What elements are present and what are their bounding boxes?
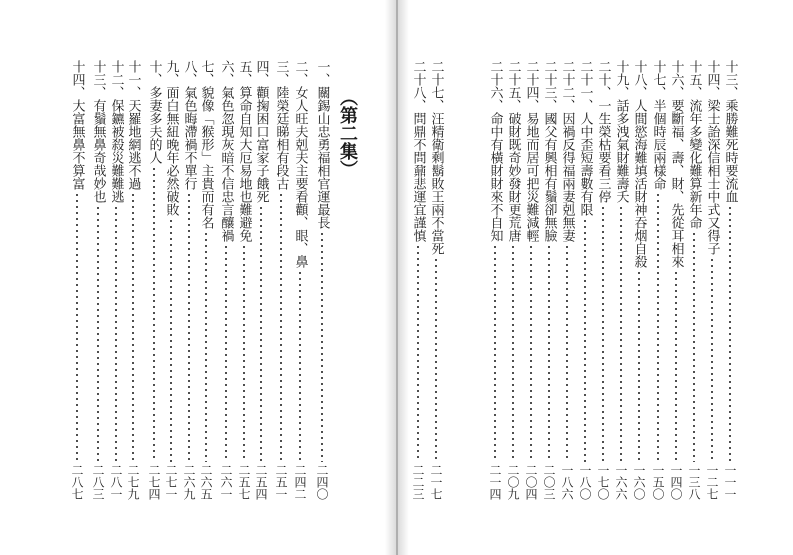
entry-page-number: 二四二 (293, 464, 307, 500)
toc-entry (668, 60, 684, 500)
entry-title: 陸榮廷睇相有段古 (273, 86, 289, 190)
right-page (398, 0, 793, 555)
entry-title: 保鑣被殺災難難逃 (108, 99, 124, 203)
dot-leader (225, 244, 227, 462)
dot-leader (321, 231, 323, 462)
entry-page-number: 一六〇 (632, 464, 646, 500)
left-page (0, 0, 396, 555)
entry-title: 問鼎不問鼐悲運宜謹慎 (410, 112, 426, 242)
dot-leader (153, 166, 155, 462)
dot-leader (417, 244, 419, 462)
toc-entry (650, 60, 666, 500)
entry-number: 十三、 (90, 60, 106, 99)
toc-entry (292, 60, 308, 500)
dot-leader (299, 270, 301, 462)
toc-entry (146, 60, 162, 500)
dot-leader (170, 218, 172, 462)
entry-number: 十三、 (722, 60, 738, 99)
dot-leader (243, 244, 245, 462)
entry-page-number: 一二七 (705, 464, 719, 500)
toc-entry (704, 60, 720, 500)
toc-entry (163, 60, 179, 500)
dot-leader (115, 205, 117, 462)
entry-number: 五、 (236, 60, 252, 86)
entry-title: 國父有興相有鬚卻無臉 (541, 112, 557, 242)
dot-leader (693, 231, 695, 462)
entry-page-number: 二八一 (109, 464, 123, 500)
toc-entry (69, 60, 85, 500)
dot-leader (512, 244, 514, 462)
entry-page-number: 二五四 (254, 464, 268, 500)
entry-page-number: 二六九 (182, 464, 196, 500)
entry-number: 七、 (198, 60, 214, 86)
entry-page-number: 二〇四 (524, 464, 538, 500)
entry-number: 十八、 (631, 60, 647, 99)
entry-page-number: 二一七 (429, 464, 443, 500)
toc-entry (559, 60, 575, 500)
entry-number: 二十二、 (559, 60, 575, 112)
entry-title: 天羅地網逃不過 (125, 99, 141, 190)
entry-title: 氣色忽現灰暗不信忠言釀禍 (218, 86, 234, 242)
entry-title: 顴掬困口富家子餓死 (253, 86, 269, 203)
entry-page-number: 一八〇 (578, 464, 592, 500)
entry-title: 易地而居可把災難減輕 (523, 112, 539, 242)
toc-entry (428, 60, 444, 500)
entry-number: 八、 (181, 60, 197, 86)
entry-page-number: 二四〇 (315, 464, 329, 500)
dot-leader (729, 205, 731, 462)
entry-title: 話多洩氣財難壽夭 (613, 99, 629, 203)
entry-title: 乘勝難死時要流血 (722, 99, 738, 203)
entry-title: 流年多變化難算新年命 (686, 99, 702, 229)
dot-leader (280, 192, 282, 462)
entry-title: 貌像「猴形」主貴而有名 (198, 86, 214, 229)
entry-page-number: 二二三 (411, 464, 425, 500)
entry-number: 二十、 (595, 60, 611, 99)
toc-entry (410, 60, 426, 500)
dot-leader (657, 192, 659, 462)
entry-page-number: 二五一 (274, 464, 288, 500)
dot-leader (260, 205, 262, 462)
entry-number: 二十一、 (577, 60, 593, 112)
toc-entry (631, 60, 647, 500)
entry-page-number: 二七四 (147, 464, 161, 500)
entry-page-number: 二五七 (237, 464, 251, 500)
entry-title: 多妻多夫的人 (146, 86, 162, 164)
entry-page-number: 二八三 (91, 464, 105, 500)
dot-leader (638, 270, 640, 462)
dot-leader (548, 244, 550, 462)
dot-leader (530, 244, 532, 462)
entry-number: 十二、 (108, 60, 124, 99)
dot-leader (132, 192, 134, 462)
entry-page-number: 二七一 (164, 464, 178, 500)
entry-title: 一生榮枯要看三停 (595, 99, 611, 203)
entry-number: 十七、 (650, 60, 666, 99)
entry-title: 梁士詒深信相士中式又得子 (704, 99, 720, 255)
entry-title: 有鬚無鼻奇哉妙也 (90, 99, 106, 203)
toc-entry (505, 60, 521, 500)
entry-page-number: 一八六 (560, 464, 574, 500)
toc-entry (722, 60, 738, 500)
entry-page-number: 一六六 (614, 464, 628, 500)
entry-number: 二十三、 (541, 60, 557, 112)
entry-title: 破財既奇妙發財更荒唐 (505, 112, 521, 242)
entry-number: 三、 (273, 60, 289, 86)
toc-entry (613, 60, 629, 500)
dot-leader (494, 244, 496, 462)
entry-title: 女人旺夫剋夫主要看顴、眼、鼻 (292, 86, 308, 268)
entry-page-number: 一七〇 (596, 464, 610, 500)
entry-number: 九、 (163, 60, 179, 86)
entry-title: 人中歪短壽數有限 (577, 112, 593, 216)
entry-number: 六、 (218, 60, 234, 86)
entry-page-number: 一一一 (723, 464, 737, 500)
entry-page-number: 二一四 (488, 464, 502, 500)
toc-entry (253, 60, 269, 500)
entry-title: 命中有橫財財來不自知 (487, 112, 503, 242)
toc-entry (218, 60, 234, 500)
toc-entry (273, 60, 289, 500)
entry-number: 一、 (314, 60, 330, 86)
entry-page-number: 二六一 (219, 464, 233, 500)
entry-number: 十、 (146, 60, 162, 86)
toc-entry (108, 60, 124, 500)
dot-leader (711, 257, 713, 462)
entry-title: 氣色晦滯禍不單行 (181, 86, 197, 190)
entry-number: 十四、 (69, 60, 85, 99)
entry-page-number: 二〇九 (506, 464, 520, 500)
dot-leader (602, 205, 604, 462)
dot-leader (584, 218, 586, 462)
entry-title: 面白無紐晚年必然破敗 (163, 86, 179, 216)
toc-entry (686, 60, 702, 500)
dot-leader (76, 192, 78, 462)
entry-number: 二十四、 (523, 60, 539, 112)
entry-page-number: 二六五 (199, 464, 213, 500)
entry-title: 人間慾海難填活財神吞烟自殺 (631, 99, 647, 268)
toc-entry (198, 60, 214, 500)
entry-page-number: 二八七 (70, 464, 84, 500)
entry-number: 十六、 (668, 60, 684, 99)
dot-leader (97, 205, 99, 462)
toc-entry (181, 60, 197, 500)
section-heading: （第二集） (337, 88, 358, 178)
dot-leader (188, 192, 190, 462)
entry-number: 十一、 (125, 60, 141, 99)
entry-title: 大富無鼻不算富 (69, 99, 85, 190)
entry-title: 要斷福、壽、財、先從耳相來 (668, 99, 684, 268)
entry-title: 汪精衛剩鬍敗王兩不當死 (428, 112, 444, 255)
dot-leader (566, 244, 568, 462)
dot-leader (205, 231, 207, 462)
toc-entry (577, 60, 593, 500)
entry-number: 十九、 (613, 60, 629, 99)
toc-entry (236, 60, 252, 500)
entry-page-number: 一五〇 (651, 464, 665, 500)
dot-leader (435, 257, 437, 462)
entry-title: 算命自知大厄易地也難避免 (236, 86, 252, 242)
toc-entry (90, 60, 106, 500)
entry-title: 關錫山忠勇福相官運最長 (314, 86, 330, 229)
entry-number: 二、 (292, 60, 308, 86)
toc-entry (487, 60, 503, 500)
entry-number: 十四、 (704, 60, 720, 99)
entry-number: 四、 (253, 60, 269, 86)
dot-leader (620, 205, 622, 462)
entry-number: 二十七、 (428, 60, 444, 112)
toc-entry (595, 60, 611, 500)
toc-entry (523, 60, 539, 500)
entry-page-number: 一四〇 (669, 464, 683, 500)
entry-page-number: 二七九 (126, 464, 140, 500)
entry-number: 二十五、 (505, 60, 521, 112)
entry-number: 十五、 (686, 60, 702, 99)
toc-entry (125, 60, 141, 500)
entry-title: 半個時辰兩樣命 (650, 99, 666, 190)
entry-number: 二十八、 (410, 60, 426, 112)
dot-leader (675, 270, 677, 462)
entry-page-number: 一三八 (687, 464, 701, 500)
entry-title: 因禍反得福兩妻剋無妻 (559, 112, 575, 242)
entry-number: 二十六、 (487, 60, 503, 112)
toc-entry (314, 60, 330, 500)
toc-entry (541, 60, 557, 500)
entry-page-number: 二〇三 (542, 464, 556, 500)
